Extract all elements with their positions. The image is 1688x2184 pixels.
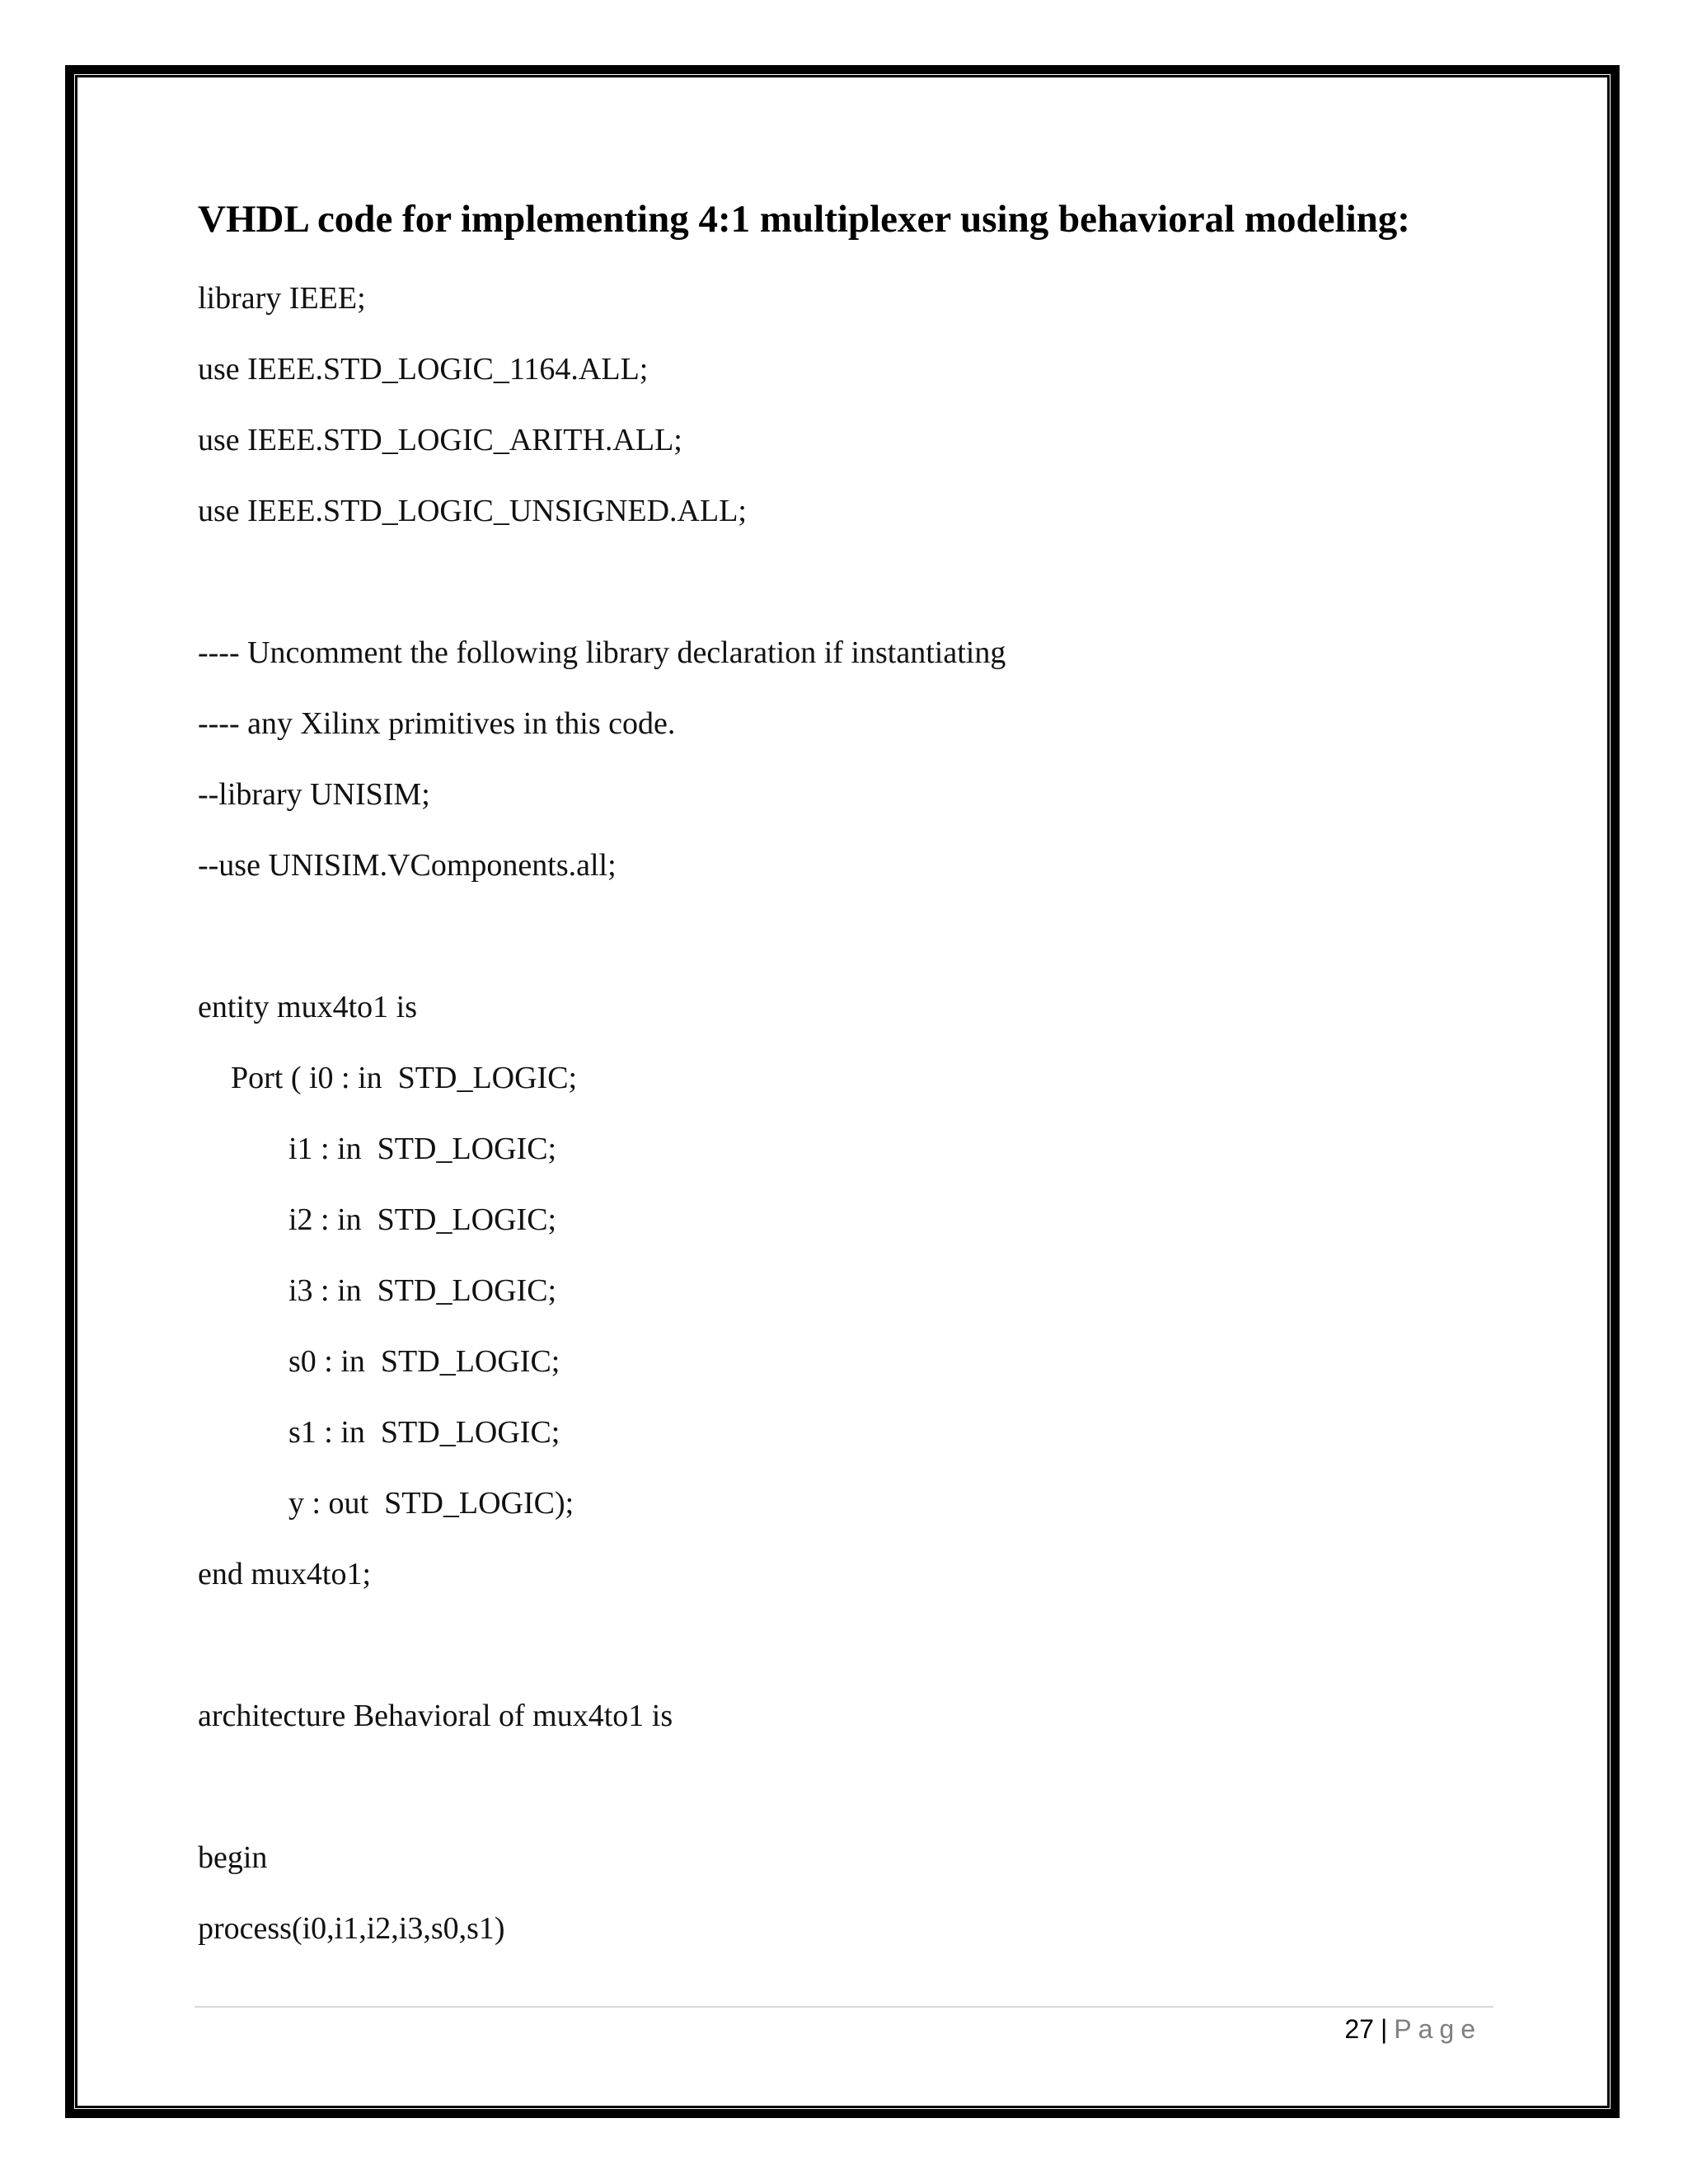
code-line: use IEEE.STD_LOGIC_ARITH.ALL; (198, 423, 682, 457)
code-line: Port ( i0 : in STD_LOGIC; (231, 1061, 578, 1095)
code-comment-line: ---- Uncomment the following library declaration if instantiating (198, 635, 1006, 670)
code-line: use IEEE.STD_LOGIC_1164.ALL; (198, 352, 649, 387)
code-line: process(i0,i1,i2,i3,s0,s1) (198, 1911, 505, 1946)
page-label: Page (1394, 2014, 1482, 2044)
code-line: library IEEE; (198, 281, 366, 316)
section-heading: VHDL code for implementing 4:1 multiplexer using behavioral modeling: (198, 198, 1410, 241)
page-number: 27 (1344, 2014, 1374, 2044)
code-line: s0 : in STD_LOGIC; (288, 1344, 560, 1379)
code-line: i1 : in STD_LOGIC; (288, 1132, 557, 1166)
page-footer (1344, 2009, 1482, 2049)
code-line: i2 : in STD_LOGIC; (288, 1202, 557, 1237)
code-line: end mux4to1; (198, 1557, 372, 1591)
code-line: architecture Behavioral of mux4to1 is (198, 1699, 673, 1733)
footer-divider (195, 2006, 1493, 2008)
code-line: use IEEE.STD_LOGIC_UNSIGNED.ALL; (198, 494, 747, 528)
code-comment-line: ---- any Xilinx primitives in this code. (198, 706, 676, 741)
code-line: y : out STD_LOGIC); (288, 1486, 574, 1521)
code-line: entity mux4to1 is (198, 990, 417, 1024)
code-line: s1 : in STD_LOGIC; (288, 1415, 560, 1450)
code-comment-line: --use UNISIM.VComponents.all; (198, 848, 617, 883)
code-line: i3 : in STD_LOGIC; (288, 1273, 557, 1308)
footer-separator: | (1380, 2014, 1388, 2044)
code-comment-line: --library UNISIM; (198, 777, 430, 812)
code-line: begin (198, 1840, 268, 1875)
